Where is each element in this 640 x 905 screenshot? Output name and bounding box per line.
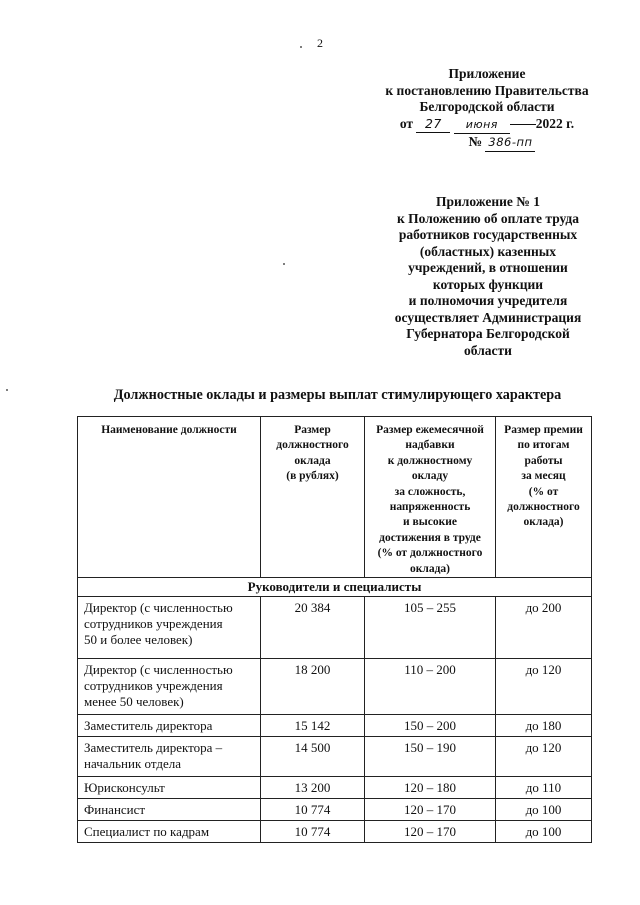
allowance-range: 110 – 200 (365, 659, 496, 715)
allowance-range: 120 – 170 (365, 799, 496, 821)
scan-speck (300, 46, 302, 48)
position-name (78, 715, 261, 737)
number-prefix: № (468, 134, 483, 149)
position-line: Директор (с численностью (84, 662, 233, 678)
annex-1-line: работников государственных (398, 227, 578, 242)
annex-1-title: Приложение № 1 (436, 194, 540, 209)
salary-table (77, 416, 592, 843)
table-row (78, 597, 592, 659)
annex-1-line: учреждений, в отношении (408, 260, 568, 275)
bonus-value: до 120 (496, 737, 592, 777)
position-name (78, 659, 261, 715)
allowance-range: 150 – 190 (365, 737, 496, 777)
header-line: оклада) (523, 516, 564, 529)
position-name (78, 777, 261, 799)
position-line: сотрудников учреждения (84, 678, 223, 694)
salary-value: 13 200 (261, 777, 365, 799)
annex-1-line: Губернатора Белгородской (406, 326, 570, 341)
annex-line: к постановлению Правительства (385, 82, 589, 98)
header-line: за месяц (521, 470, 566, 483)
position-line: 50 и более человек) (84, 632, 193, 648)
header-line: напряженность (389, 501, 471, 514)
salary-value: 10 774 (261, 799, 365, 821)
header-line: оклада) (410, 562, 450, 575)
table-row (78, 715, 592, 737)
date-year: 2022 г. (535, 115, 575, 131)
header-line: достижения в труде (379, 531, 481, 544)
annex-title: Приложение (448, 66, 526, 81)
salary-value: 10 774 (261, 821, 365, 843)
position-name (78, 799, 261, 821)
number-value: 386-пп (485, 134, 535, 152)
date-day: 27 (416, 116, 450, 134)
header-line: должностного (507, 501, 580, 514)
table-row (78, 737, 592, 777)
position-line: начальник отдела (84, 756, 182, 772)
annex-1-line: к Положению об оплате труда (396, 210, 580, 226)
header-line: (в рублях) (286, 470, 339, 483)
position-line: Заместитель директора – (84, 740, 223, 756)
table-row (78, 799, 592, 821)
annex-number (380, 134, 594, 152)
header-line: Размер премии (504, 424, 583, 436)
bonus-value: до 180 (496, 715, 592, 737)
page-number: 2 (317, 36, 323, 50)
allowance-range: 120 – 170 (365, 821, 496, 843)
header-line: Размер ежемесячной (376, 424, 484, 436)
annex-date (380, 116, 594, 135)
header-line: (% от (528, 485, 559, 498)
header-line: Наименование должности (101, 424, 237, 436)
position-line: Юрисконсульт (84, 780, 165, 796)
header-line: Размер (294, 424, 331, 436)
table-header-row (78, 417, 592, 578)
header-position (78, 417, 261, 578)
table-row (78, 821, 592, 843)
header-allowance (365, 417, 496, 578)
date-underline (510, 124, 536, 125)
scan-speck (283, 263, 285, 265)
header-salary (261, 417, 365, 578)
bonus-value: до 120 (496, 659, 592, 715)
allowance-range: 120 – 180 (365, 777, 496, 799)
table-row (78, 777, 592, 799)
header-line: должностного (276, 439, 349, 452)
position-line: Директор (с численностью (84, 600, 233, 616)
annex-line: Белгородской области (419, 99, 555, 114)
header-line: окладу (411, 470, 449, 483)
annex-header (380, 66, 594, 152)
position-line: сотрудников учреждения (84, 616, 223, 632)
position-name (78, 821, 261, 843)
bonus-value: до 110 (496, 777, 592, 799)
header-line: надбавки (405, 439, 455, 452)
document-title: Должностные оклады и размеры выплат стимулирующего характера (113, 387, 562, 403)
allowance-range: 150 – 200 (365, 715, 496, 737)
header-line: и высокие (403, 516, 457, 529)
position-line: Заместитель директора (84, 718, 213, 734)
salary-value: 20 384 (261, 597, 365, 659)
annex-1-line: области (464, 342, 512, 358)
position-name (78, 737, 261, 777)
header-line: (% от должностного (377, 547, 483, 560)
salary-value: 18 200 (261, 659, 365, 715)
date-prefix: от (399, 115, 414, 131)
position-line: Финансист (84, 802, 146, 818)
annex-1-line: которых функции (432, 276, 544, 292)
bonus-value: до 100 (496, 799, 592, 821)
position-line: Специалист по кадрам (84, 824, 210, 840)
bonus-value: до 100 (496, 821, 592, 843)
header-line: работы (524, 454, 563, 467)
table-row (78, 659, 592, 715)
section-row (78, 578, 592, 597)
annex-1-line: осуществляет Администрация (394, 309, 582, 325)
header-line: оклада (294, 454, 331, 467)
date-month: июня (454, 117, 510, 135)
annex-1-line: и полномочия учредителя (408, 293, 568, 308)
header-line: к должностному (387, 454, 473, 467)
scan-speck (6, 389, 8, 391)
allowance-range: 105 – 255 (365, 597, 496, 659)
annex-1-line: (областных) казенных (419, 243, 557, 259)
header-line: за сложность, (394, 485, 466, 498)
position-name (78, 597, 261, 659)
salary-value: 15 142 (261, 715, 365, 737)
position-line: менее 50 человек) (84, 694, 184, 710)
header-line: по итогам (517, 439, 570, 452)
bonus-value: до 200 (496, 597, 592, 659)
header-bonus (496, 417, 592, 578)
section-title: Руководители и специалисты (78, 578, 592, 597)
annex-1-header (388, 194, 588, 359)
salary-value: 14 500 (261, 737, 365, 777)
